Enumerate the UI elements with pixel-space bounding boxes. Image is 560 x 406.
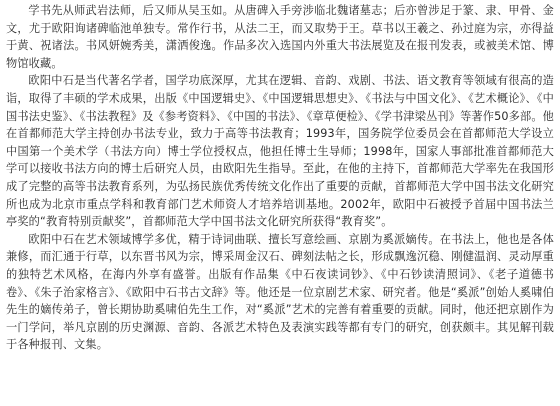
paragraph-scholarship-education: 欧阳中石是当代著名学者，国学功底深厚，尤其在逻辑、音韵、戏剧、书法、语文教育等领域有很高的造诣，取得了丰硕的学术成果，出版《中国逻辑史》、《中国逻辑思想史》、《书法与中国文化》、《艺术概论》、《中国书法史鉴》、《书法教程》及《参考资料》、《中国的书法》、《章草便检》、《学书津梁丛刊》等著作50多部。他在首都师范大学主持创办书法专业，致力于高等书法教育；1993年，国务院学位委员会在首都师范大学设立中国第一个美术学（书法方向）博士学位授权点，他担任博士生导师；1998年，国家人事部批准首都师范大学可以接收书法方向的博士后研究人员，由欧阳先生指导。至此，在他的主持下，首都师范大学率先在我国形成了完整的高等书法教育系列，为弘扬民族优秀传统文化作出了重要的贡献，首都师范大学中国书法文化研究所也成为北京市重点学科和教育部门艺术师资人才培养培训基地。2002年，欧阳中石被授予首届中国书法兰亭奖的“教育特别贡献奖”，首都师范大学中国书法文化研究所获得“教育奖”。 (6, 74, 554, 229)
paragraph-calligraphy-training: 学书先从师武岩法师，后又师从吴玉如。从唐碑入手旁涉临北魏诸墓志；后亦曾涉足于篆、隶、甲骨、金文，尤于欧阳询诸碑临池单独专。常作行书，从法二王，而又取势于王。草书以王羲之、孙过庭为宗，亦得益于黄、祝诸法。书风妍婉秀美，潇洒俊逸。作品多次入选国内外重大书法展览及在报刊发表，或被美术馆、博物馆收藏。 (6, 4, 554, 70)
paragraph-arts-peking-opera: 欧阳中石在艺术领域博学多优，精于诗词曲联、擅长写意绘画、京剧为奚派嫡传。在书法上，他也是各体兼修，而汇通于行草，以东晋书风为宗，博采周金汉石、碑刻法帖之长，形成飘逸沉稳、刚健温润、灵动厚重的独特艺术风格，在海内外享有盛誉。出版有作品集《中石夜读词钞》、《中石钞读清照词》、《老子道德书卷》、《朱子治家格言》、《欧阳中石书古文辞》等。他还是一位京剧艺术家、研究者。他是“奚派”创始人奚啸伯先生的嫡传弟子，曾长期协助奚啸伯先生工作，对“奚派”艺术的完善有着重要的贡献。同时，他还把京剧作为一门学问，举凡京剧的历史渊源、音韵、各派艺术特色及表演实践等都有专门的研究，创获颇丰。其见解刊载于各种报刊、文集。 (6, 232, 554, 352)
